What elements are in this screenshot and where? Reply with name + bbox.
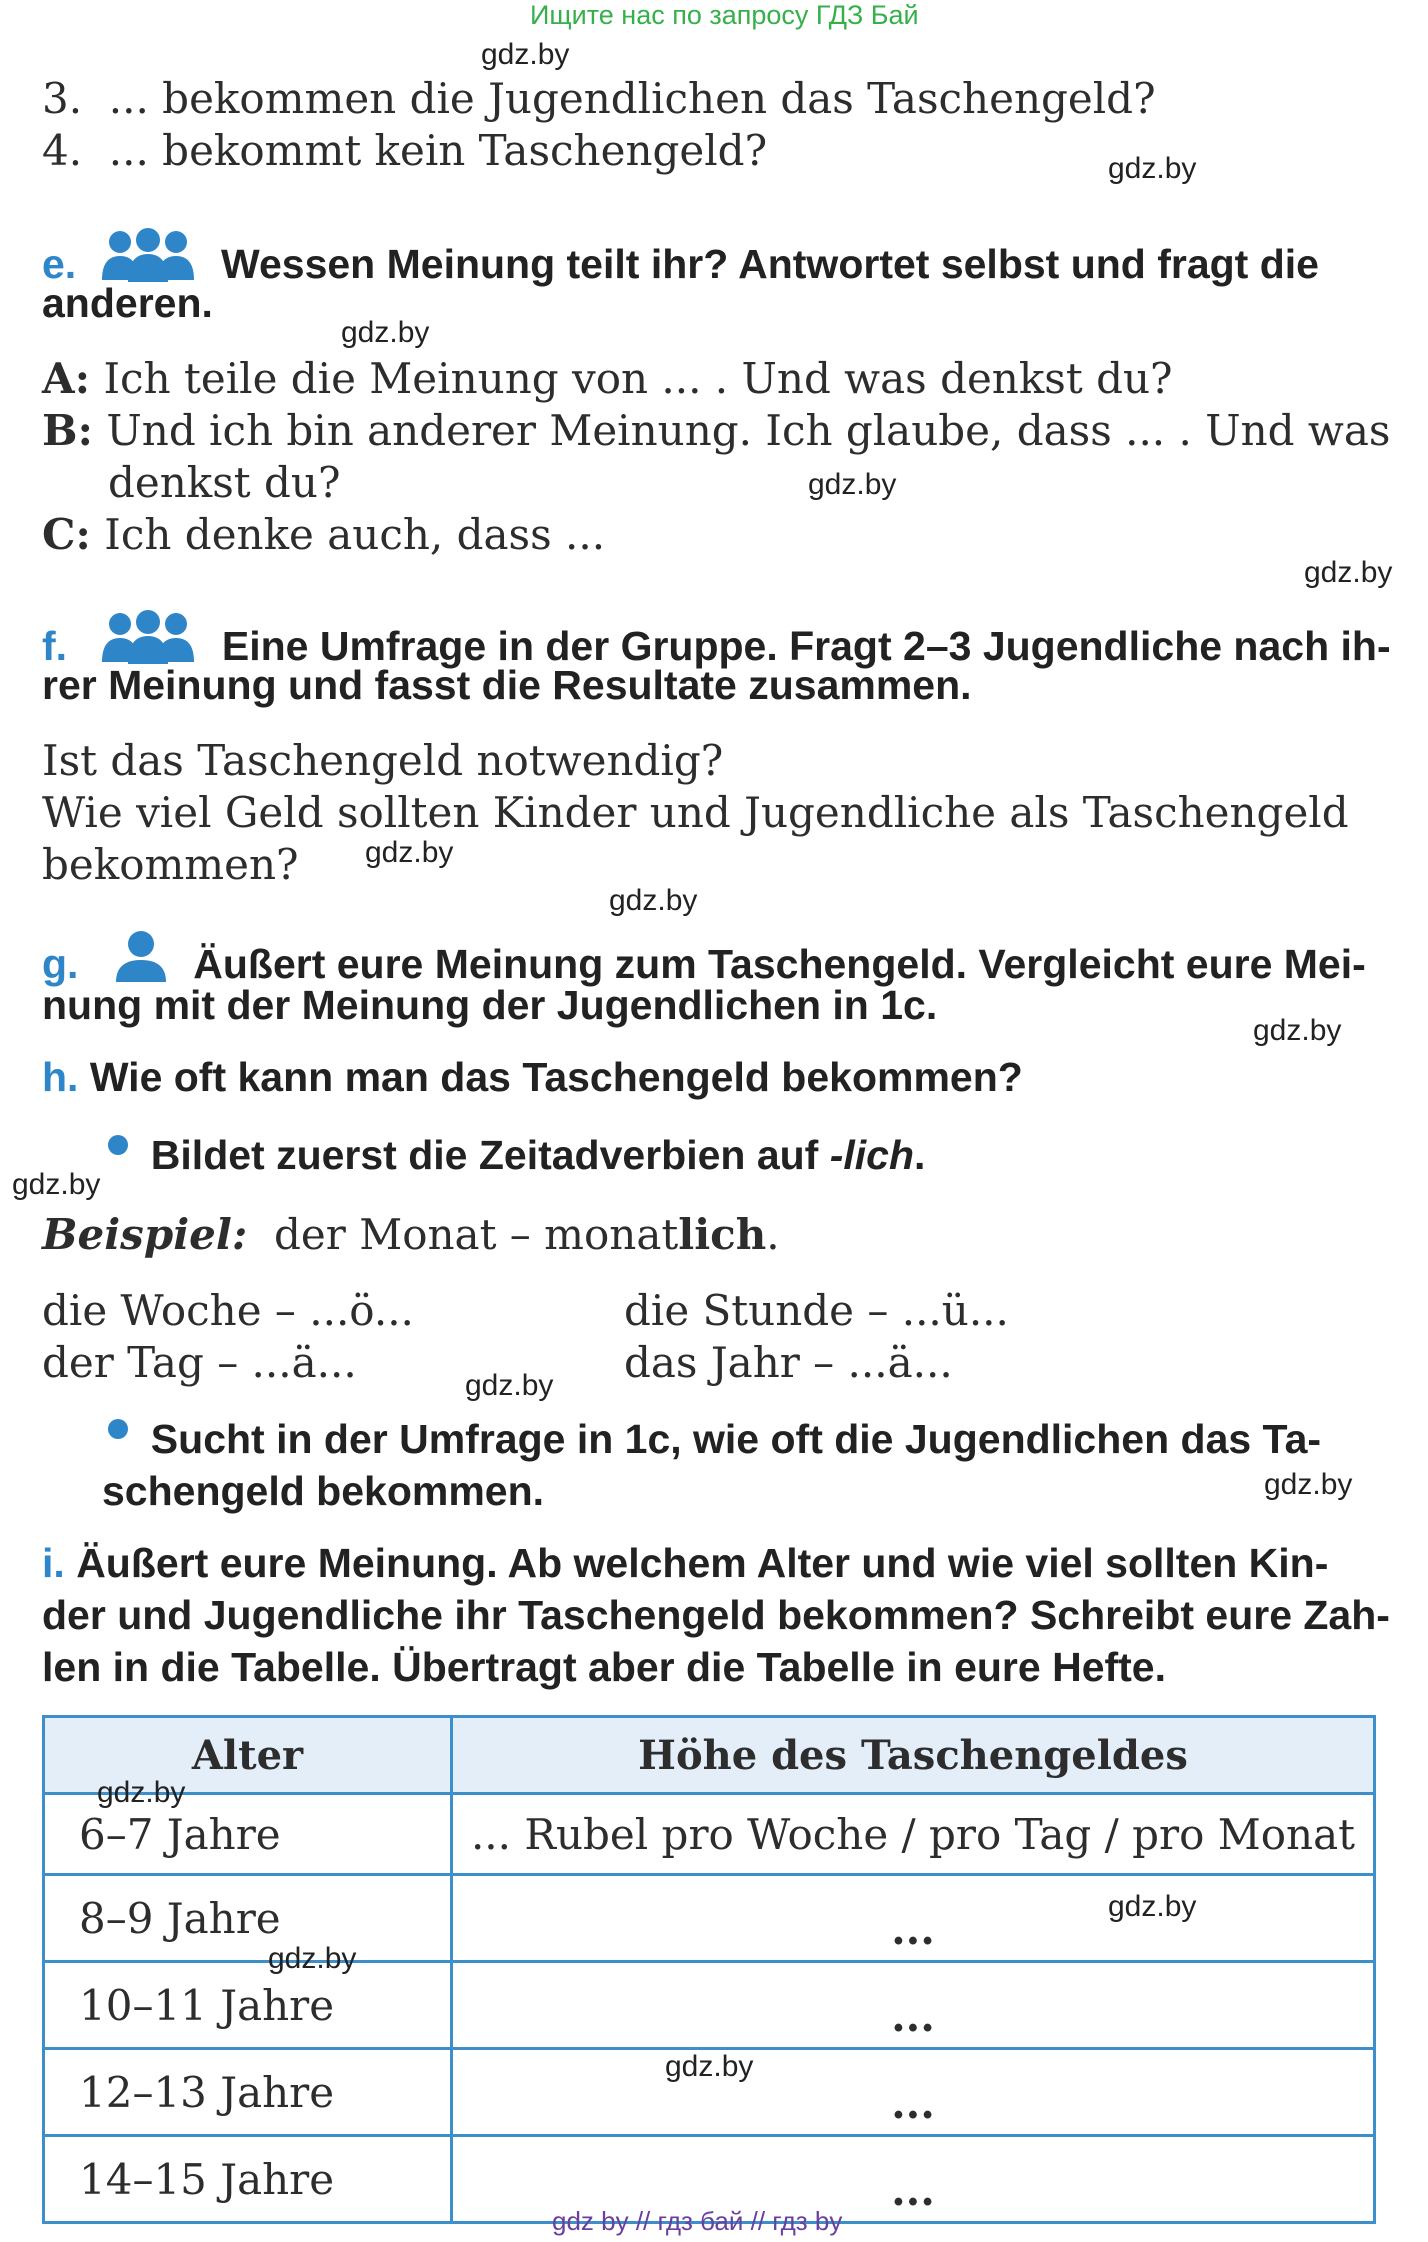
watermark: gdz.by [341,316,430,349]
footer-links: gdz by // гдз бай // гдз by [552,2206,843,2236]
bullet-item: Sucht in der Umfrage in 1c, wie oft die Jugendlichen das Ta- [108,1416,1321,1463]
bullet-item: Bildet zuerst die Zeitadverbien auf -lich. [108,1132,925,1179]
watermark: gdz.by [268,1942,357,1975]
word-item: der Tag – ...ä... [42,1338,357,1387]
watermark: gdz.by [465,1369,554,1402]
table-row [44,1794,1375,1875]
table-cell-age: 6–7 Jahre [44,1794,452,1875]
bullet-dot-icon [108,1419,128,1439]
table-cell-age: 14–15 Jahre [44,2136,452,2223]
group-icon [100,610,196,666]
dialog-line-b: B: Und ich bin anderer Meinung. Ich glaube, dass ... . Und was [42,406,1391,455]
watermark: gdz.by [12,1168,101,1201]
table-header-cell: Alter [44,1717,452,1794]
watermark: gdz.by [1253,1014,1342,1047]
word-item: die Woche – ...ö... [42,1286,414,1335]
group-icon [100,228,196,284]
table-cell-age: 8–9 Jahre [44,1875,452,1962]
question-line: bekommen? [42,840,299,889]
table-cell-age: 10–11 Jahre [44,1962,452,2049]
task-e-heading-cont: anderen. [42,280,213,326]
task-i-heading: i. Äußert eure Meinung. Ab welchem Alter und wie viel sollten Kin- [42,1540,1329,1586]
person-icon [112,930,170,982]
task-g-heading: g. Äußert eure Meinung zum Taschengeld. Vergleicht eure Mei- [42,930,1366,988]
watermark: gdz.by [609,884,698,917]
task-i-line: der und Jugendliche ihr Taschengeld bekommen? Schreibt eure Zah- [42,1592,1390,1638]
task-f-heading-cont: rer Meinung und fasst die Resultate zusammen. [42,662,972,708]
task-e-heading: e. Wessen Meinung teilt ihr? Antwortet selbst und fragt die [42,228,1319,288]
watermark: gdz.by [1108,1890,1197,1923]
table-header-row [44,1717,1375,1794]
watermark: gdz.by [1304,556,1393,589]
top-banner: Ищите нас по запросу ГДЗ Бай [530,0,919,30]
task-g-heading-cont: nung mit der Meinung der Jugendlichen in 1c. [42,982,938,1028]
example-line: Beispiel: der Monat – monatlich. [42,1210,780,1259]
table-cell-amount: ... [452,1962,1375,2049]
task-h-heading: h. Wie oft kann man das Taschengeld bekommen? [42,1054,1023,1100]
dialog-line-c: C: Ich denke auch, dass ... [42,510,606,559]
watermark: gdz.by [481,38,570,71]
watermark: gdz.by [1108,152,1197,185]
dialog-line-b-cont: denkst du? [108,458,341,507]
task-f-heading: f. Eine Umfrage in der Gruppe. Fragt 2–3 Jugendliche nach ih- [42,610,1391,670]
word-item: die Stunde – ...ü... [624,1286,1009,1335]
watermark: gdz.by [365,836,454,869]
bullet-dot-icon [108,1135,128,1155]
bullet-item-cont: schengeld bekommen. [102,1468,545,1514]
list-item: 4. ... bekommt kein Taschengeld? [42,126,768,175]
table-cell-age: 12–13 Jahre [44,2049,452,2136]
dialog-line-a: A: Ich teile die Meinung von ... . Und was denkst du? [42,354,1173,403]
table-cell-amount: ... Rubel pro Woche / pro Tag / pro Monat [452,1794,1375,1875]
table-row [44,1962,1375,2049]
task-i-line: len in die Tabelle. Übertragt aber die Tabelle in eure Hefte. [42,1644,1166,1690]
word-item: das Jahr – ...ä... [624,1338,953,1387]
watermark: gdz.by [97,1776,186,1809]
question-line: Wie viel Geld sollten Kinder und Jugendliche als Taschengeld [42,788,1349,837]
watermark: gdz.by [665,2050,754,2083]
table-cell-amount: ... [452,1875,1375,1962]
watermark: gdz.by [808,468,897,501]
table-cell-amount: ... [452,2049,1375,2136]
question-line: Ist das Taschengeld notwendig? [42,736,724,785]
allowance-table [42,1715,1376,2224]
table-cell-amount: ... [452,2136,1375,2223]
list-item: 3. ... bekommen die Jugendlichen das Taschengeld? [42,74,1156,123]
table-header-cell: Höhe des Taschengeldes [452,1717,1375,1794]
watermark: gdz.by [1264,1468,1353,1501]
